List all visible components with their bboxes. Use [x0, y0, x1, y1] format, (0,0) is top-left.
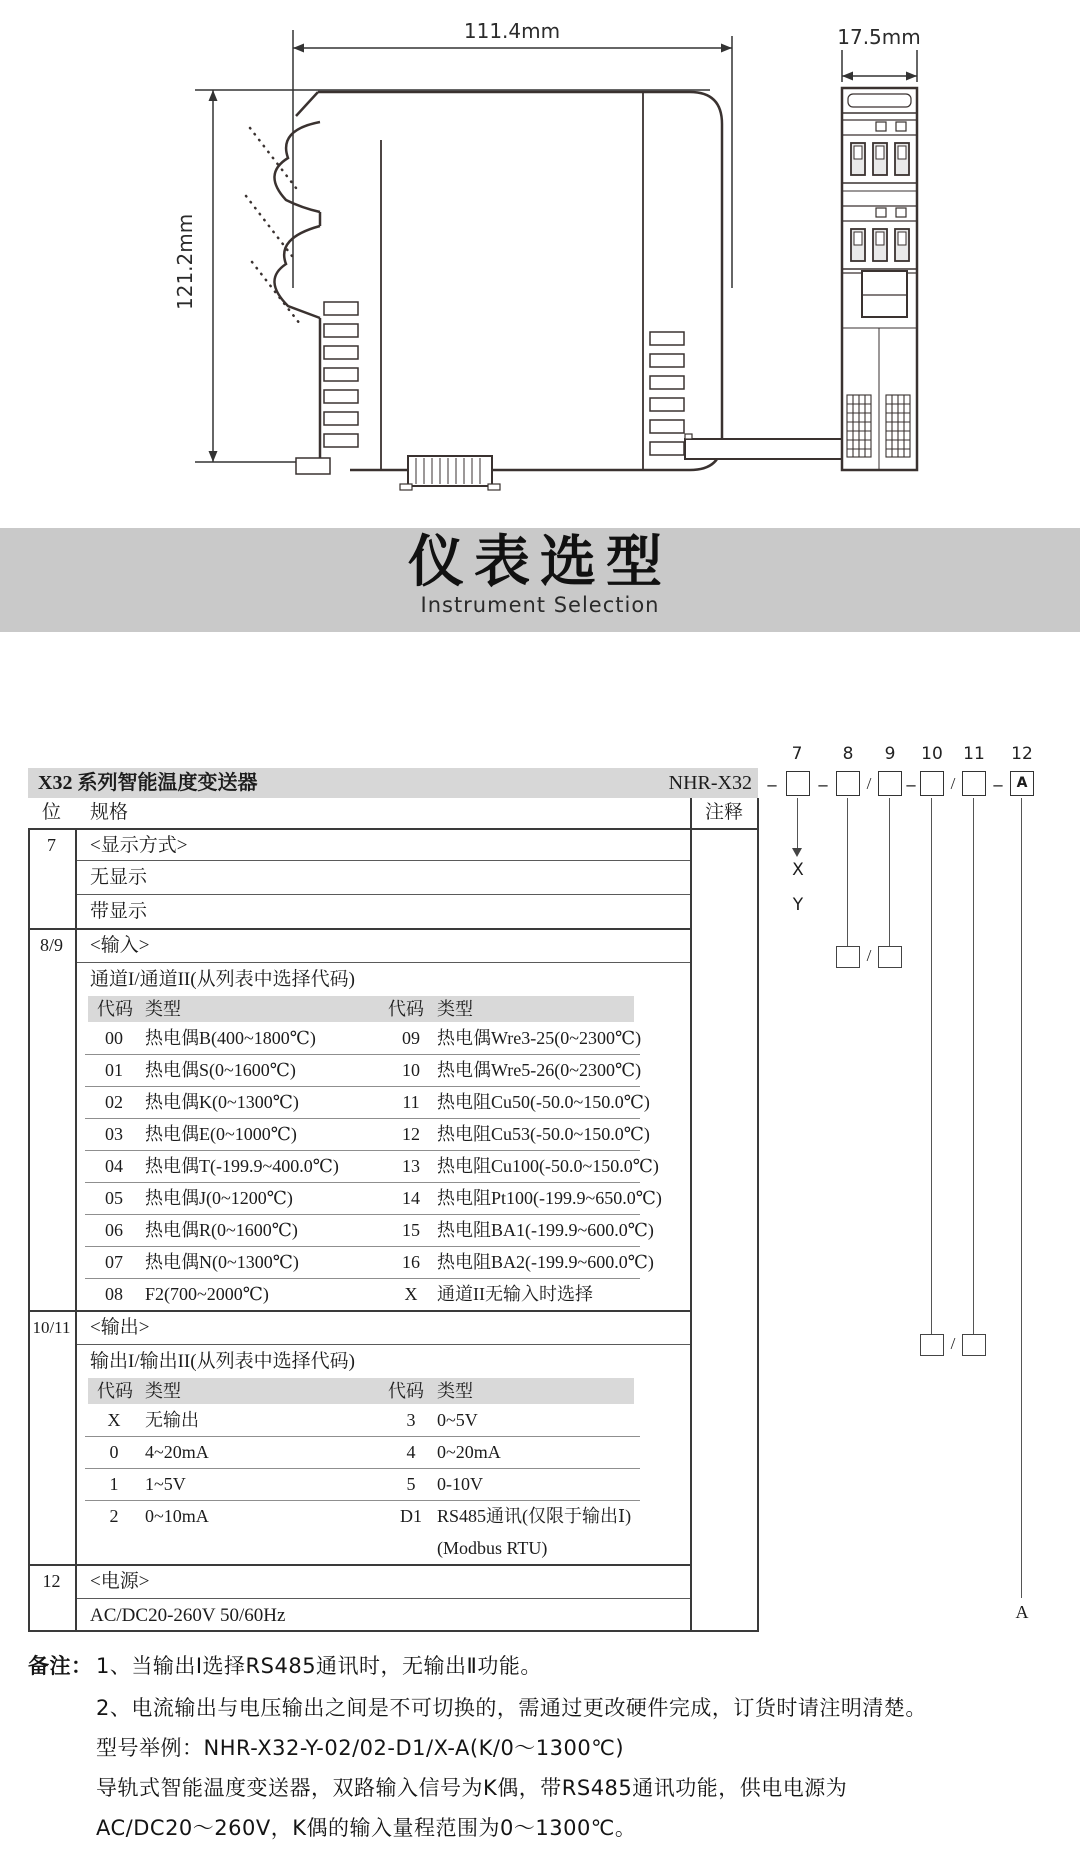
input-code: 05	[105, 1188, 123, 1208]
model-box-8	[836, 771, 860, 796]
input-type: 热电阻BA1(-199.9~600.0℃)	[437, 1220, 654, 1240]
position-digit-9: 9	[884, 744, 896, 764]
input-type: 热电阻Cu100(-50.0~150.0℃)	[437, 1156, 659, 1176]
input-type: 热电阻Pt100(-199.9~650.0℃)	[437, 1188, 662, 1208]
input-row	[85, 1150, 659, 1182]
input-code: 10	[402, 1060, 420, 1080]
input-type: 热电偶Wre5-26(0~2300℃)	[437, 1060, 642, 1080]
banner-title: 仪表选型	[408, 530, 672, 595]
output-type: 0-10V	[437, 1474, 483, 1494]
notes-label: 备注：	[28, 1654, 93, 1678]
input-type: 热电偶J(0~1200℃)	[145, 1188, 293, 1208]
col-header-note: 注释	[704, 802, 743, 823]
note-line-4: 导轨式智能温度变送器，双路输入信号为K偶，带RS485通讯功能，供电电源为	[96, 1776, 848, 1800]
position-digit-11: 11	[963, 744, 985, 764]
input-type: 热电偶K(0~1300℃)	[145, 1092, 299, 1112]
input-row	[85, 1246, 654, 1278]
input-row	[85, 1214, 654, 1246]
input-type: 热电偶S(0~1600℃)	[145, 1060, 296, 1080]
input-code: 09	[402, 1028, 420, 1048]
code-label: 代码	[97, 999, 133, 1019]
output-channel1-box	[920, 1334, 944, 1356]
code-label: 代码	[388, 999, 424, 1019]
series-title: X32 系列智能温度变送器	[38, 772, 258, 794]
output-type: 0~20mA	[437, 1442, 501, 1462]
position-digit-8: 8	[842, 744, 854, 764]
col-header-position: 位	[41, 802, 61, 823]
position-digit-10: 10	[921, 744, 943, 764]
annotation-slash: /	[866, 946, 872, 965]
model-prefix: NHR-X32	[668, 772, 752, 794]
input-type: F2(700~2000℃)	[145, 1284, 269, 1304]
power-value: AC/DC20-260V 50/60Hz	[90, 1605, 286, 1626]
input-row	[85, 1022, 645, 1054]
input-title: <输入>	[90, 935, 150, 956]
annotation-line-9	[889, 798, 890, 946]
input-code: 11	[402, 1092, 420, 1112]
input-code-header	[88, 996, 634, 1022]
model-box-9	[878, 771, 902, 796]
input-row	[85, 1278, 645, 1310]
output-code: 0	[109, 1442, 119, 1462]
output-type: 无输出	[145, 1410, 199, 1430]
terminal-slots-middle	[851, 229, 909, 261]
code-label: 代码	[97, 1381, 133, 1401]
input-channel2-box	[878, 946, 902, 968]
annotation-line-12	[1021, 798, 1022, 1598]
output-type: 0~10mA	[145, 1506, 209, 1526]
input-type: 通道II无输入时选择	[437, 1284, 593, 1304]
model-slash: /	[950, 774, 956, 793]
width-dimension-label: 111.4mm	[463, 19, 561, 43]
annotation-line-11	[973, 798, 974, 1334]
power-title: <电源>	[90, 1571, 150, 1592]
input-code: 15	[402, 1220, 420, 1240]
input-row	[85, 1182, 662, 1214]
input-code: 07	[105, 1252, 123, 1272]
output-code: 3	[406, 1410, 416, 1430]
output-row	[85, 1500, 645, 1532]
model-box-10	[920, 771, 944, 796]
model-dash: –	[818, 774, 828, 794]
module-front-outline	[842, 88, 917, 470]
input-code: 01	[105, 1060, 123, 1080]
output-code: D1	[400, 1506, 422, 1526]
output-subtitle: 输出I/输出II(从列表中选择代码)	[90, 1351, 355, 1372]
model-dash: –	[906, 774, 916, 794]
model-dash: –	[767, 774, 777, 794]
output-type: 0~5V	[437, 1410, 478, 1430]
input-type: 热电阻Cu53(-50.0~150.0℃)	[437, 1124, 650, 1144]
arrow-down-icon	[792, 848, 802, 857]
input-type: 热电偶B(400~1800℃)	[145, 1028, 316, 1048]
front-view-drawing	[670, 10, 930, 515]
model-slash: /	[866, 774, 872, 793]
output-code: 4	[406, 1442, 416, 1462]
model-box-7	[786, 771, 810, 796]
input-type: 热电阻BA2(-199.9~600.0℃)	[437, 1252, 654, 1272]
display-with: 带显示	[90, 901, 148, 922]
output-code: 1	[109, 1474, 119, 1494]
pos-12: 12	[42, 1571, 61, 1591]
output-type: 1~5V	[145, 1474, 186, 1494]
note-line-5: AC/DC20～260V，K偶的输入量程范围为0～1300℃。	[96, 1816, 637, 1840]
pos-8-9: 8/9	[39, 935, 63, 955]
type-label: 类型	[437, 999, 473, 1019]
type-label: 类型	[145, 999, 181, 1019]
output-code: 2	[109, 1506, 119, 1526]
note-display-with: Y	[792, 895, 804, 915]
input-code: 13	[402, 1156, 420, 1176]
output-code-header	[88, 1378, 634, 1404]
input-row	[85, 1118, 650, 1150]
output-row	[85, 1436, 645, 1468]
output-row	[85, 1404, 645, 1436]
pos-10-11: 10/11	[32, 1318, 71, 1337]
model-box-11	[962, 771, 986, 796]
model-dash: –	[993, 774, 1003, 794]
input-code: 16	[402, 1252, 420, 1272]
code-label: 代码	[388, 1381, 424, 1401]
selection-table	[28, 798, 758, 1632]
input-code: 03	[105, 1124, 123, 1144]
input-code: 00	[105, 1028, 123, 1048]
note-line-1: 1、当输出Ⅰ选择RS485通讯时，无输出Ⅱ功能。	[96, 1654, 542, 1678]
input-code: 12	[402, 1124, 420, 1144]
model-box-12: A	[1010, 771, 1034, 796]
output-channel2-box	[962, 1334, 986, 1356]
input-row	[85, 1086, 650, 1118]
output-row-continuation	[85, 1532, 645, 1564]
position-digit-7: 7	[791, 744, 803, 764]
input-channel1-box	[836, 946, 860, 968]
output-type: RS485通讯(仅限于输出Ⅰ)	[437, 1506, 632, 1526]
col-header-spec: 规格	[90, 802, 129, 823]
input-type: 热电阻Cu50(-50.0~150.0℃)	[437, 1092, 650, 1112]
note-line-2: 2、电流输出与电压输出之间是不可切换的，需通过更改硬件完成，订货时请注明清楚。	[96, 1696, 927, 1720]
section-banner	[0, 528, 1080, 632]
display-mode-title: <显示方式>	[90, 835, 188, 856]
type-label: 类型	[437, 1381, 473, 1401]
input-subtitle: 通道I/通道II(从列表中选择代码)	[90, 969, 355, 990]
type-label: 类型	[145, 1381, 181, 1401]
vent-slots-front	[324, 302, 358, 447]
input-code: 04	[105, 1156, 123, 1176]
annotation-slash: /	[950, 1334, 956, 1353]
output-title: <输出>	[90, 1317, 150, 1338]
side-profile-drawing	[150, 10, 750, 515]
input-code: 02	[105, 1092, 123, 1112]
note-line-3: 型号举例：NHR-X32-Y-02/02-D1/X-A(K/0～1300℃)	[96, 1736, 625, 1760]
position-digit-12: 12	[1011, 744, 1033, 764]
banner-subtitle: Instrument Selection	[420, 592, 660, 617]
height-dimension-label: 121.2mm	[173, 213, 197, 310]
output-code: X	[107, 1410, 121, 1430]
input-type: 热电偶R(0~1600℃)	[145, 1220, 298, 1240]
input-type: 热电偶N(0~1300℃)	[145, 1252, 299, 1272]
display-none: 无显示	[90, 867, 148, 888]
output-type: 4~20mA	[145, 1442, 209, 1462]
input-code: 08	[105, 1284, 123, 1304]
input-code: X	[404, 1284, 418, 1304]
annotation-line-8	[847, 798, 848, 946]
input-type: 热电偶Wre3-25(0~2300℃)	[437, 1028, 642, 1048]
note-power: A	[1015, 1602, 1029, 1622]
output-type: (Modbus RTU)	[437, 1538, 548, 1558]
annotation-line-10	[931, 798, 932, 1334]
input-code: 06	[105, 1220, 123, 1240]
terminal-slots-top	[851, 143, 909, 175]
input-code: 14	[402, 1188, 420, 1208]
input-type: 热电偶E(0~1000℃)	[145, 1124, 297, 1144]
depth-dimension-label: 17.5mm	[837, 25, 921, 49]
output-code: 5	[406, 1474, 416, 1494]
input-type: 热电偶T(-199.9~400.0℃)	[145, 1156, 339, 1176]
note-display-none: X	[792, 860, 804, 880]
output-row	[85, 1468, 645, 1500]
pos-7: 7	[47, 835, 56, 855]
bottom-connector	[296, 456, 500, 490]
annotation-line-7	[797, 798, 798, 848]
input-row	[85, 1054, 645, 1086]
series-title-bar	[28, 768, 758, 798]
